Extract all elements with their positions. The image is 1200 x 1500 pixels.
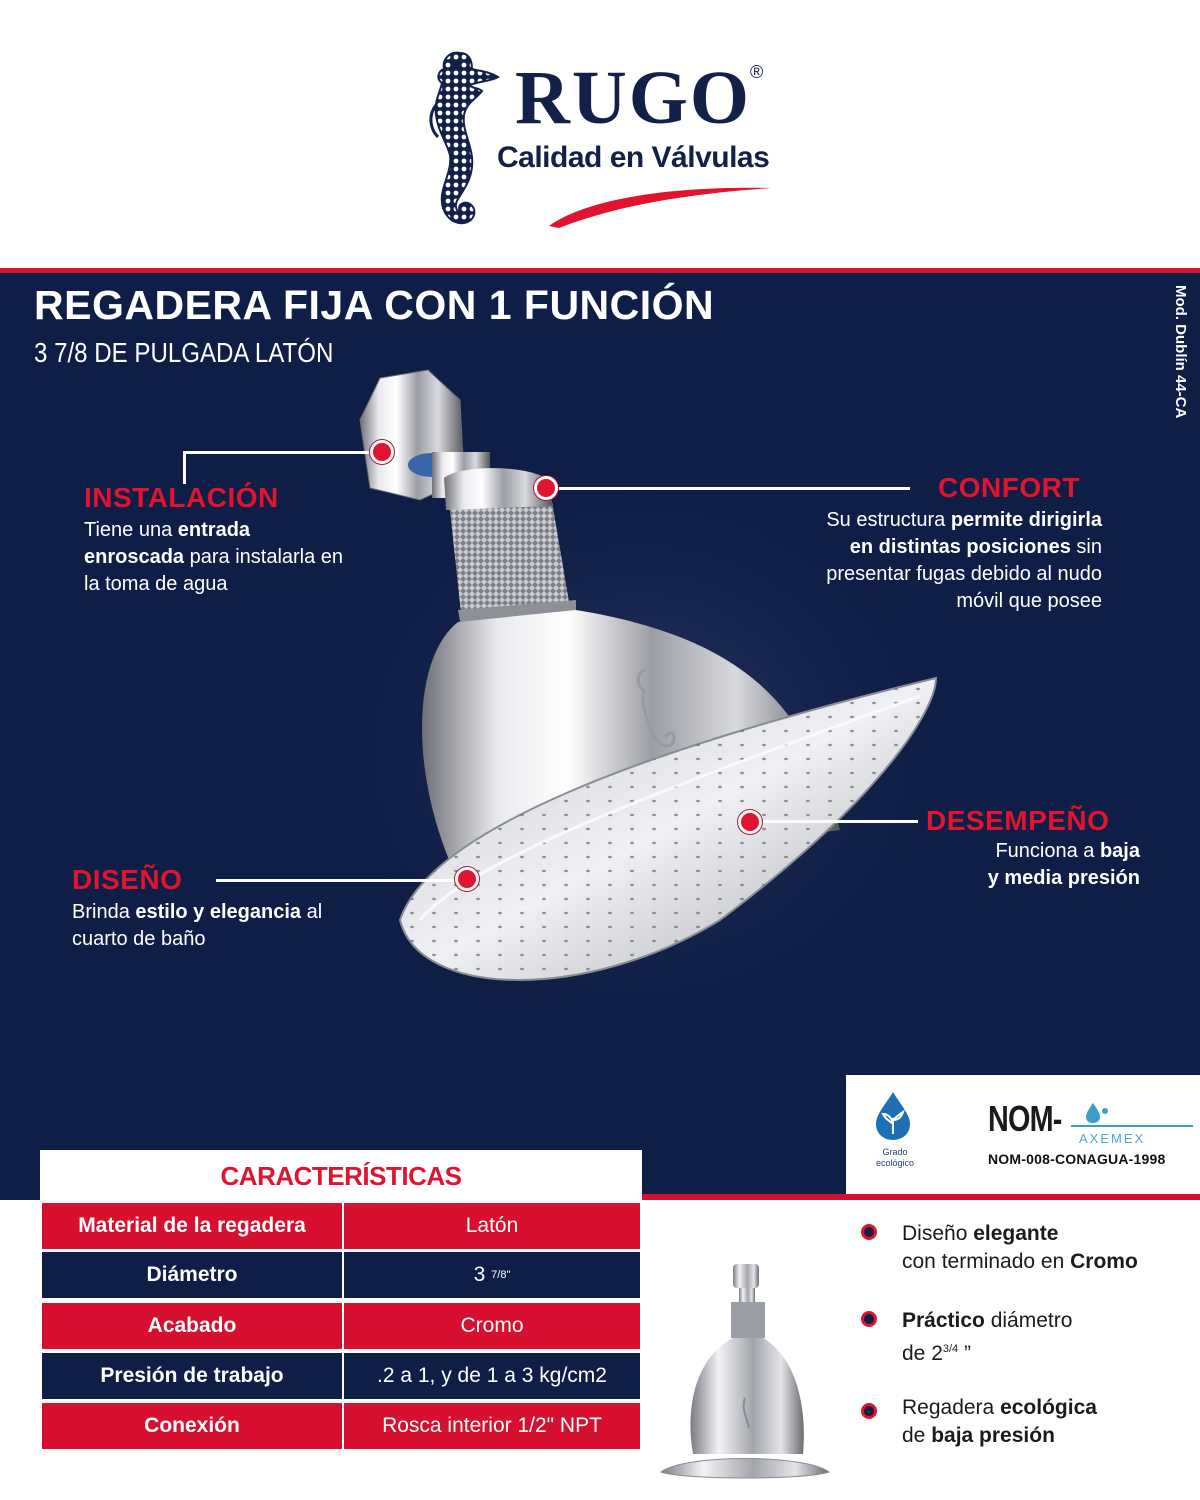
red-divider-bottom	[640, 1194, 1200, 1200]
bullet-icon	[861, 1311, 877, 1327]
product-subtitle: 3 7/8 DE PULGADA LATÓN	[34, 337, 334, 368]
diseno-text: Brinda estilo y elegancia al cuarto de baño	[72, 901, 323, 950]
swoosh-icon	[545, 180, 775, 230]
registered-mark: ®	[750, 62, 764, 82]
brand-wordmark: RUGO	[515, 56, 751, 140]
instalacion-hotspot[interactable]	[370, 440, 394, 464]
brand-tagline: Calidad en Válvulas	[497, 141, 770, 174]
instalacion-text: Tiene una entrada enroscada para instalarla en la toma de agua	[84, 519, 344, 595]
instalacion-title: INSTALACIÓN	[84, 482, 279, 513]
spec-row-presion	[40, 1353, 640, 1399]
spec-value: Cromo	[344, 1303, 640, 1349]
spec-row-acabado	[40, 1303, 640, 1349]
confort-hotspot[interactable]	[534, 476, 558, 500]
brand-header	[0, 0, 1200, 268]
spec-row-material	[40, 1203, 640, 1249]
diseno-title: DISEÑO	[72, 864, 183, 895]
instalacion-connector-v	[183, 452, 186, 484]
desempeno-hotspot[interactable]	[738, 810, 762, 834]
shower-thumbnail-image	[655, 1258, 835, 1483]
eco-drop-icon	[874, 1090, 912, 1142]
specs-title-box	[40, 1150, 642, 1200]
nom-prefix: NOM-	[988, 1098, 1062, 1139]
desempeno-text: Funciona a baja y media presión	[987, 840, 1140, 889]
desempeno-connector	[752, 820, 918, 823]
axemex-label: AXEMEX	[1079, 1131, 1146, 1146]
bullet-icon	[861, 1224, 877, 1240]
spec-value: Latón	[344, 1203, 640, 1249]
confort-connector	[548, 487, 910, 490]
desempeno-title: DESEMPEÑO	[926, 805, 1110, 836]
diseno-hotspot[interactable]	[455, 867, 479, 891]
diseno-connector	[216, 879, 466, 882]
benefit-item: Diseño elegante con terminado en Cromo	[902, 1222, 1138, 1273]
spec-label: Conexión	[42, 1403, 342, 1449]
axemex-logo-icon	[1071, 1101, 1193, 1135]
spec-label: Acabado	[42, 1303, 342, 1349]
spec-value: .2 a 1, y de 1 a 3 kg/cm2	[344, 1353, 640, 1399]
model-label: Mod. Dublín 44-CA	[1172, 285, 1189, 419]
seahorse-logo-icon	[420, 45, 500, 240]
spec-value: Rosca interior 1/2" NPT	[344, 1403, 640, 1449]
shower-head-image	[340, 360, 950, 1010]
confort-text: Su estructura permite dirigirla en distintas posiciones sin presentar fugas debido al nudo móvil que posee	[826, 509, 1102, 612]
nom-code: NOM-008-CONAGUA-1998	[988, 1151, 1166, 1167]
spec-label: Material de la regadera	[42, 1203, 342, 1249]
benefit-item: Regadera ecológica de baja presión	[902, 1396, 1097, 1447]
eco-label: Grado ecológico	[875, 1147, 915, 1168]
specs-title: CARACTERÍSTICAS	[220, 1161, 462, 1191]
instalacion-connector-h	[183, 451, 378, 454]
spec-row-conexion	[40, 1403, 640, 1449]
confort-title: CONFORT	[938, 472, 1080, 503]
spec-label: Diámetro	[42, 1252, 342, 1298]
product-title: REGADERA FIJA CON 1 FUNCIÓN	[34, 282, 715, 328]
bullet-icon	[861, 1403, 877, 1419]
benefit-item: Práctico diámetro de $2^{3/4}$ ”	[902, 1309, 1073, 1365]
spec-row-diametro	[40, 1252, 640, 1298]
spec-value: 3 7/8"	[344, 1252, 640, 1298]
certification-box	[846, 1075, 1200, 1194]
spec-label: Presión de trabajo	[42, 1353, 342, 1399]
